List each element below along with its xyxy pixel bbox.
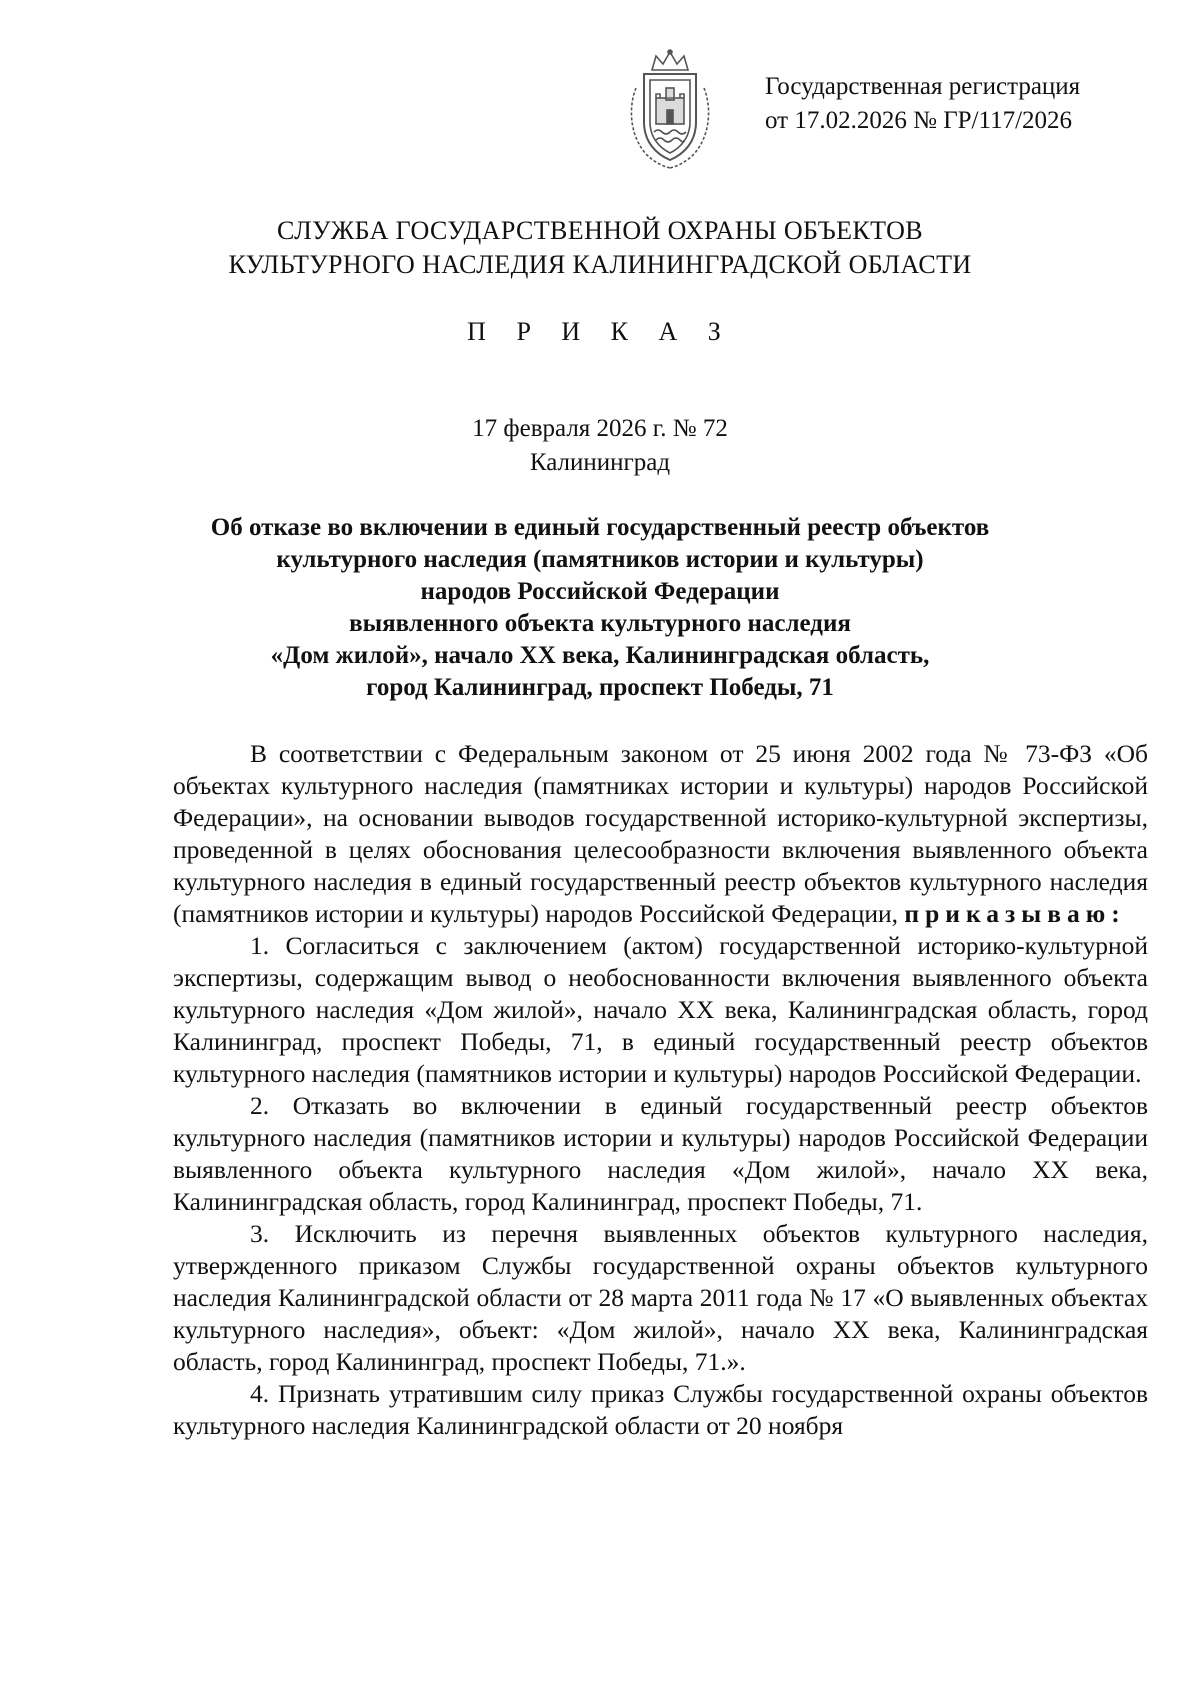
subject-line: культурного наследия (памятников истории и культуры) xyxy=(276,546,924,573)
order-body xyxy=(173,738,1148,1442)
item-text: Согласиться с заключением (актом) государственной историко-культурной экспертизы, содержащим вывод о необоснованности включения выявленного объекта культурного наследия «Дом жилой», начало XX века, Калининградская область, город Калининград, проспект Победы, 71, в единый государственный реестр объектов культурного наследия (памятников истории и культуры) народов Российской Федерации. xyxy=(173,931,1148,1088)
coat-of-arms-icon xyxy=(622,48,718,172)
order-item xyxy=(173,1090,1148,1218)
item-number: 4. xyxy=(250,1379,270,1408)
item-text: Исключить из перечня выявленных объектов культурного наследия, утвержденного приказом Службы государственной охраны объектов культурного наследия Калининградской области от 28 марта 2011 года № 17 «О выявленных объектах культурного наследия», объект: «Дом жилой», начало XX века, Калининградская область, город Калининград, проспект Победы, 71.». xyxy=(173,1219,1148,1376)
registration-label: Государственная регистрация xyxy=(765,73,1081,100)
subject-line: выявленного объекта культурного наследия xyxy=(349,610,851,637)
subject-line: Об отказе во включении в единый государственный реестр объектов xyxy=(210,514,990,541)
order-item xyxy=(173,1378,1148,1442)
order-word: приказываю: xyxy=(904,899,1126,928)
order-item xyxy=(173,1218,1148,1378)
preamble-text: В соответствии с Федеральным законом от 25 июня 2002 года № 73-ФЗ «Об объектах культурного наследия (памятниках истории и культуры) народов Российской Федерации», на основании выводов государственной историко-культурной экспертизы, проведенной в целях обоснования целесообразности включения выявленного объекта культурного наследия в единый государственный реестр объектов культурного наследия (памятников истории и культуры) народов Российской Федерации, xyxy=(173,739,1148,928)
document-date-number: 17 февраля 2026 г. № 72 xyxy=(472,415,728,442)
item-text: Признать утратившим силу приказ Службы государственной охраны объектов культурного наследия Калининградской области от 20 ноября xyxy=(173,1379,1149,1440)
order-item xyxy=(173,930,1148,1090)
organization-name-line-1: СЛУЖБА ГОСУДАРСТВЕННОЙ ОХРАНЫ ОБЪЕКТОВ xyxy=(276,216,924,245)
state-registration xyxy=(765,70,1185,138)
item-number: 2. xyxy=(250,1091,270,1120)
subject-line: город Калининград, проспект Победы, 71 xyxy=(366,674,834,701)
organization-name xyxy=(0,214,1200,282)
preamble-paragraph xyxy=(173,738,1148,930)
order-subject xyxy=(0,512,1200,704)
item-number: 1. xyxy=(250,931,270,960)
subject-line: «Дом жилой», начало XX века, Калининградская область, xyxy=(270,642,930,669)
item-text: Отказать во включении в единый государственный реестр объектов культурного наследия (памятников истории и культуры) народов Российской Федерации выявленного объекта культурного наследия «Дом жилой», начало XX века, Калининградская область, город Калининград, проспект Победы, 71. xyxy=(173,1091,1149,1216)
item-number: 3. xyxy=(250,1219,270,1248)
subject-line: народов Российской Федерации xyxy=(420,578,780,605)
document-city: Калининград xyxy=(529,449,671,476)
organization-name-line-2: КУЛЬТУРНОГО НАСЛЕДИЯ КАЛИНИНГРАДСКОЙ ОБЛАСТИ xyxy=(228,250,972,279)
registration-number: от 17.02.2026 № ГР/117/2026 xyxy=(765,107,1073,134)
document-type: П Р И К А З xyxy=(467,317,733,346)
